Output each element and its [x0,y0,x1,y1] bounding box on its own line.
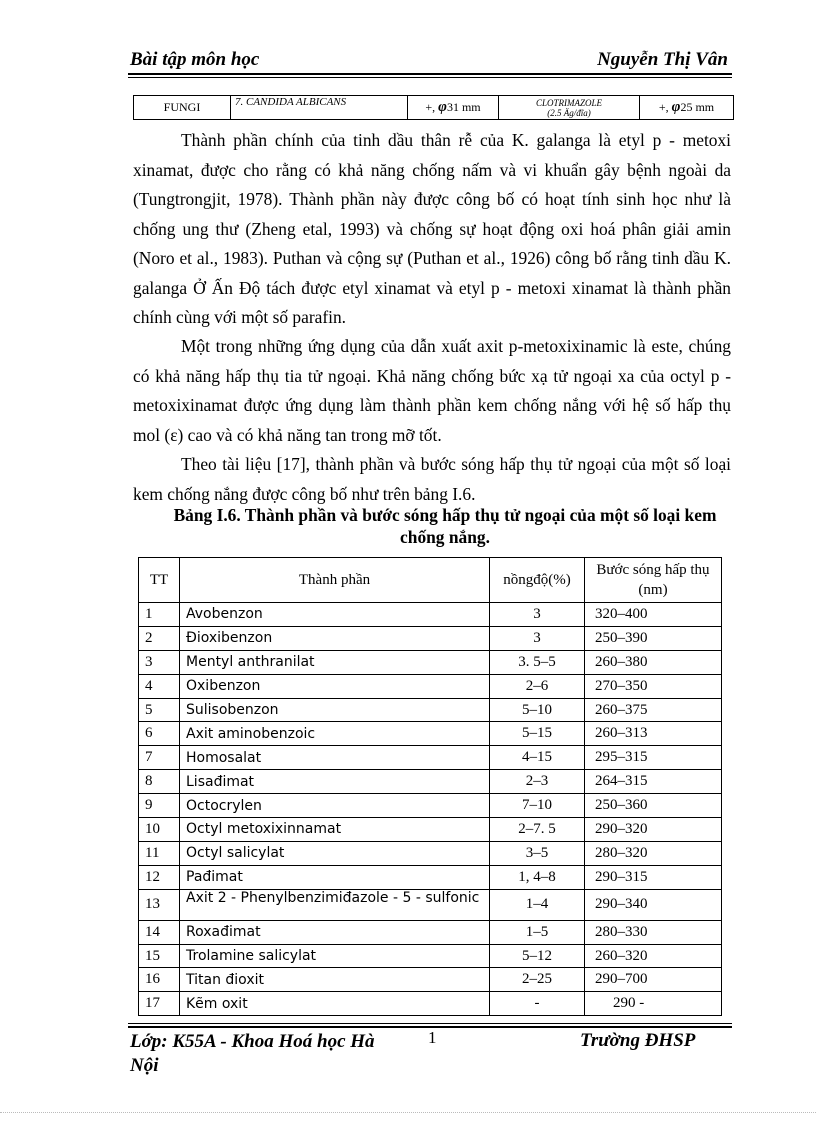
cell-wavelength: 280–330 [585,920,722,944]
cell-wavelength: 290–700 [585,968,722,992]
cell-concentration: 2–25 [490,968,585,992]
table-row [139,746,722,770]
cell-name: Titan đioxit [180,968,490,992]
table-row [139,770,722,794]
cell-tt: 11 [139,841,180,865]
cell-tt: 6 [139,722,180,746]
cell-wavelength: 290–320 [585,818,722,842]
cell-tt: 7 [139,746,180,770]
fungi-table-fragment [133,95,734,120]
cell-wavelength: 280–320 [585,841,722,865]
column-header-concentration: nồngđộ(%) [490,558,585,603]
cell-wavelength: 290 - [585,992,722,1016]
table-row [139,698,722,722]
footer-school: Trường ĐHSP [580,1030,696,1051]
cell-tt: 13 [139,889,180,920]
cell-wavelength: 260–313 [585,722,722,746]
paragraph-galanga-composition: Thành phần chính của tinh dầu thân rễ của K. galanga là etyl p - metoxi xinamat, được cho rằng có khả năng chống nấm và vi khuẩn gây bệnh ngoài da (Tungtrongjit, 1978). Thành phần này được công bố có hoạt tính sinh học như là chống ung thư (Zheng etal, 1993) và chống sự hoạt động oxi hoá phân giải amin (Noro et al., 1983). Puthan và cộng sự (Puthan et al., 1926) công bố rằng tinh dầu K. galanga Ở Ấn Độ tách được etyl xinamat và etyl p - metoxi xinamat là thành phần chính cùng với một số parafin. [133,130,731,327]
table-row [134,96,734,120]
header-rule-thin [128,77,732,78]
cell-concentration: 2–6 [490,674,585,698]
cell-wavelength: 290–340 [585,889,722,920]
cell-name: Trolamine salicylat [180,944,490,968]
cell-concentration: 1, 4–8 [490,865,585,889]
table-row [139,920,722,944]
cell-concentration: 2–3 [490,770,585,794]
cell-name: Roxađimat [180,920,490,944]
cell-wavelength: 250–390 [585,626,722,650]
fungi-control-drug: CLOTRIMAZOLE (2.5 Äg/đĩa) [499,96,640,120]
cell-wavelength: 270–350 [585,674,722,698]
cell-tt: 8 [139,770,180,794]
cell-concentration: 3 [490,603,585,627]
cell-name: Octyl salicylat [180,841,490,865]
page-edge-divider [0,1112,816,1113]
cell-name: Avobenzon [180,603,490,627]
column-header-wavelength: Bước sóng hấp thụ (nm) [585,558,722,603]
cell-tt: 14 [139,920,180,944]
table-body [139,603,722,1016]
table-row [139,603,722,627]
table-row [139,841,722,865]
fungi-result-1: +, φ31 mm [408,96,499,120]
cell-name: Mentyl anthranilat [180,650,490,674]
table-row [139,650,722,674]
cell-concentration: 4–15 [490,746,585,770]
cell-concentration: 5–10 [490,698,585,722]
paragraph-table-reference: Theo tài liệu [17], thành phần và bước sóng hấp thụ tử ngoại của một số loại kem chống nắng được công bố như trên bảng I.6. [133,454,731,504]
cell-concentration: 5–12 [490,944,585,968]
cell-concentration: 3. 5–5 [490,650,585,674]
table-row [139,992,722,1016]
cell-concentration: 2–7. 5 [490,818,585,842]
cell-wavelength: 260–320 [585,944,722,968]
table-row [139,794,722,818]
cell-tt: 10 [139,818,180,842]
table-caption: Bảng I.6. Thành phần và bước sóng hấp thụ tử ngoại của một số loại kem chống nắng. [173,505,717,547]
cell-name: Kẽm oxit [180,992,490,1016]
table-row [139,818,722,842]
diameter-symbol: φ [438,99,447,115]
cell-wavelength: 295–315 [585,746,722,770]
cell-wavelength: 290–315 [585,865,722,889]
fungi-group: FUNGI [134,96,231,120]
table-row [139,722,722,746]
cell-tt: 15 [139,944,180,968]
cell-wavelength: 260–380 [585,650,722,674]
cell-name: Đioxibenzon [180,626,490,650]
cell-name: Octocrylen [180,794,490,818]
header-author: Nguyễn Thị Vân [597,49,728,70]
cell-name: Axit aminobenzoic [180,722,490,746]
table-header-row [139,558,722,603]
cell-wavelength: 264–315 [585,770,722,794]
cell-name: Octyl metoxixinnamat [180,818,490,842]
table-row [139,889,722,920]
table-row [139,626,722,650]
column-header-name: Thành phần [180,558,490,603]
footer-class-info: Lớp: K55A - Khoa Hoá học Hà Nội [130,1031,375,1076]
cell-tt: 4 [139,674,180,698]
cell-name: Homosalat [180,746,490,770]
cell-tt: 5 [139,698,180,722]
table-row [139,944,722,968]
cell-tt: 17 [139,992,180,1016]
cell-wavelength: 250–360 [585,794,722,818]
cell-concentration: - [490,992,585,1016]
cell-concentration: 1–4 [490,889,585,920]
header-course-title: Bài tập môn học [130,49,260,70]
cell-tt: 9 [139,794,180,818]
cell-name: Lisađimat [180,770,490,794]
table-row [139,968,722,992]
cell-tt: 1 [139,603,180,627]
cell-name: Sulisobenzon [180,698,490,722]
cell-wavelength: 260–375 [585,698,722,722]
cell-concentration: 3 [490,626,585,650]
cell-name: Oxibenzon [180,674,490,698]
cell-tt: 12 [139,865,180,889]
diameter-symbol: φ [671,99,681,115]
header-rule [128,73,732,75]
cell-name: Axit 2 - Phenylbenzimiđazole - 5 - sulfonic [180,889,490,920]
cell-name: Pađimat [180,865,490,889]
cell-concentration: 7–10 [490,794,585,818]
cell-concentration: 3–5 [490,841,585,865]
column-header-tt: TT [139,558,180,603]
cell-concentration: 1–5 [490,920,585,944]
fungi-result-2: +, φ25 mm [640,96,734,120]
paragraph-uv-absorption: Một trong những ứng dụng của dẫn xuất axit p-metoxixinamic là este, chúng có khả năng hấp thụ tia tử ngoại. Khả năng chống bức xạ tử ngoại xa của octyl p - metoxixinamat được ứng dụng làm thành phần kem chống nắng với hệ số hấp thụ mol (ε) cao và có khả năng tan trong mỡ tốt. [133,336,731,445]
fungi-organism: 7. CANDIDA ALBICANS [231,96,408,120]
footer-rule-thin [128,1023,732,1024]
cell-tt: 3 [139,650,180,674]
cell-wavelength: 320–400 [585,603,722,627]
cell-tt: 16 [139,968,180,992]
cell-concentration: 5–15 [490,722,585,746]
sunscreen-table [138,557,722,1016]
page-number: 1 [428,1028,437,1047]
cell-tt: 2 [139,626,180,650]
table-row [139,674,722,698]
table-row [139,865,722,889]
